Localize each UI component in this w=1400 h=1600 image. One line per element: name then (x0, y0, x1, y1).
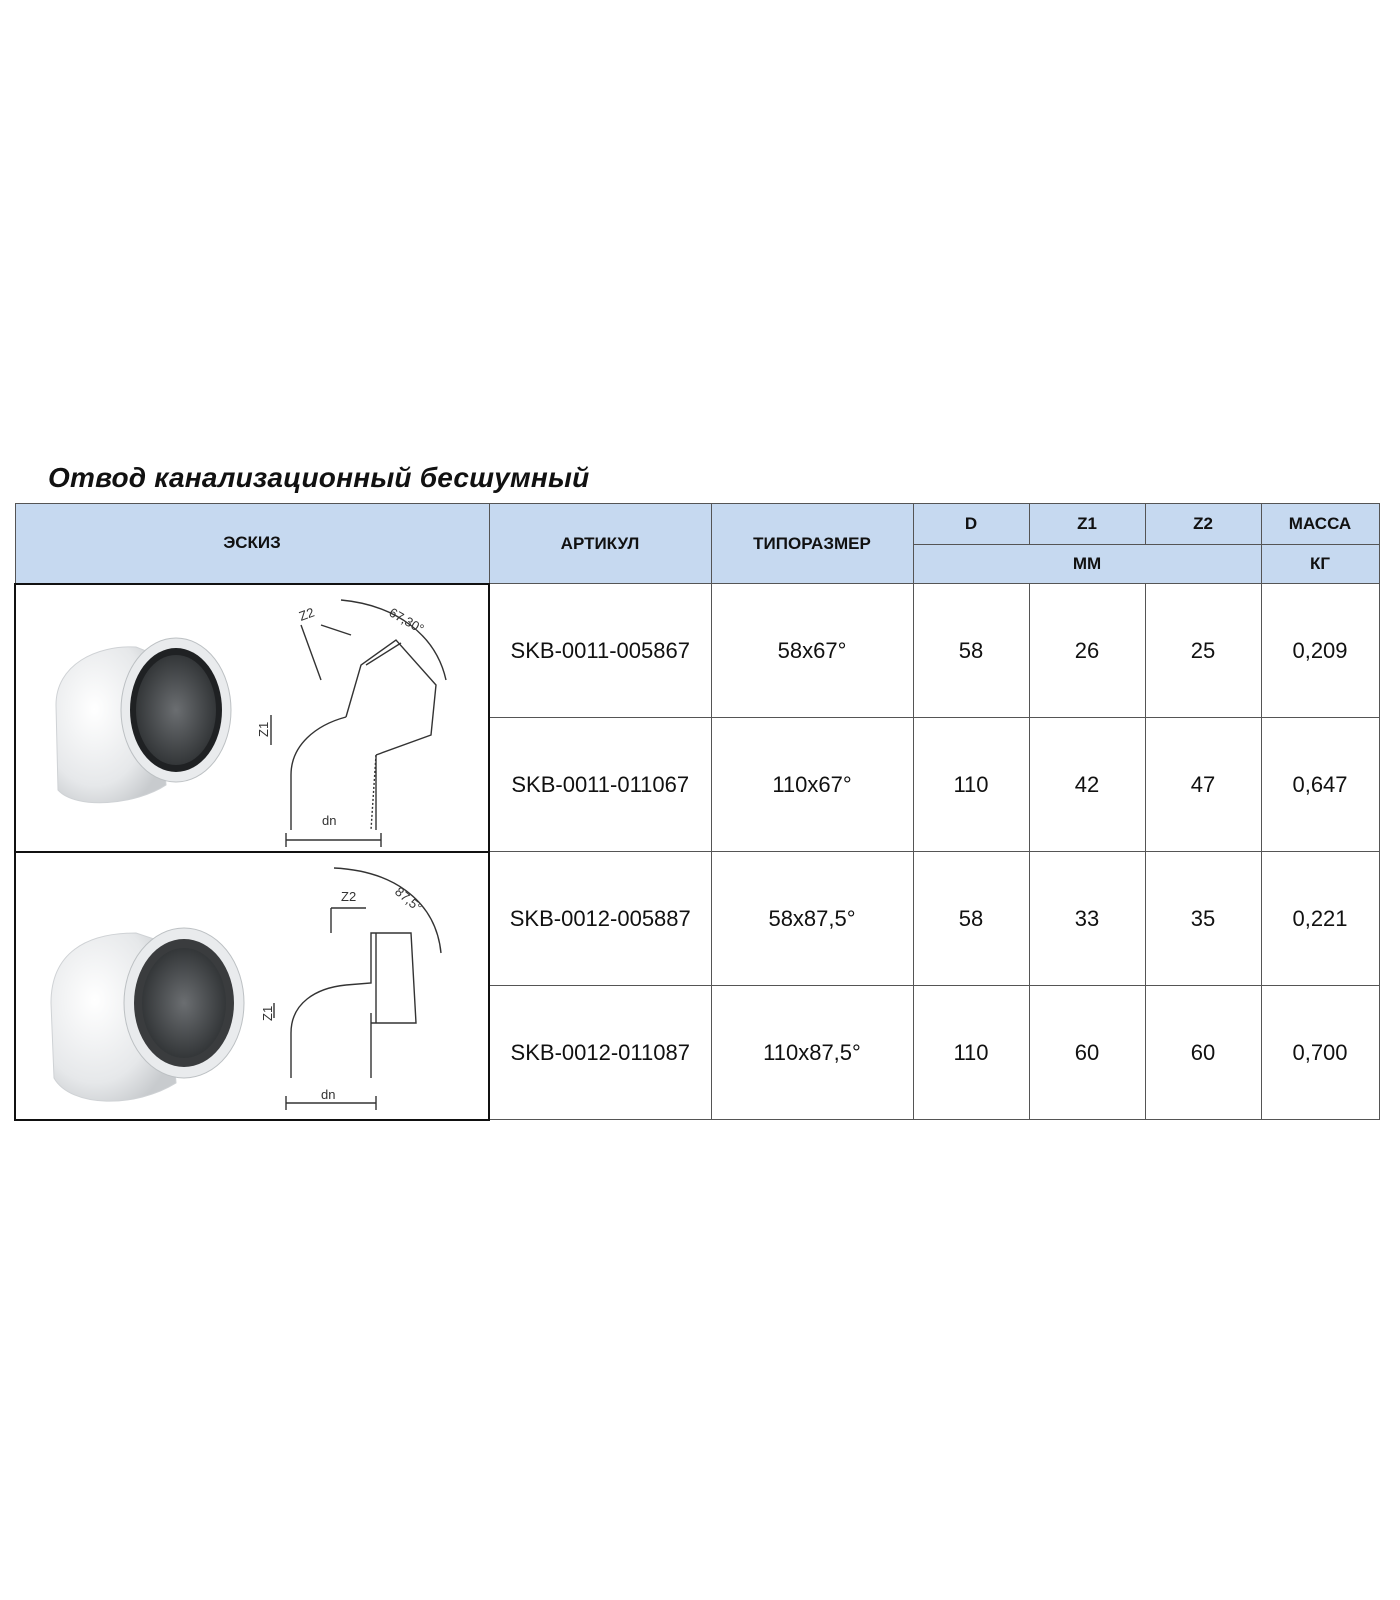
drawing-angle-label: 87,5° (392, 883, 426, 915)
cell-z1: 42 (1029, 718, 1145, 852)
cell-mass: 0,647 (1261, 718, 1379, 852)
col-header-size: ТИПОРАЗМЕР (711, 504, 913, 584)
cell-d: 110 (913, 986, 1029, 1120)
drawing-z2-label: Z2 (296, 604, 317, 624)
cell-d: 110 (913, 718, 1029, 852)
cell-z1: 60 (1029, 986, 1145, 1120)
col-header-d: D (913, 504, 1029, 545)
table-row (15, 852, 1379, 986)
col-header-z2: Z2 (1145, 504, 1261, 545)
cell-d: 58 (913, 852, 1029, 986)
elbow-67-illustration (16, 585, 490, 851)
cell-article: SKB-0011-011067 (489, 718, 711, 852)
cell-size: 110x67° (711, 718, 913, 852)
cell-article: SKB-0012-011087 (489, 986, 711, 1120)
cell-mass: 0,700 (1261, 986, 1379, 1120)
table-row (15, 584, 1379, 718)
elbow-67-drawing (271, 600, 446, 847)
elbow-photo (51, 928, 244, 1101)
cell-mass: 0,221 (1261, 852, 1379, 986)
col-header-sketch: ЭСКИЗ (15, 504, 489, 584)
elbow-87-5-illustration (16, 853, 490, 1119)
drawing-z1-label: Z1 (260, 1005, 275, 1021)
col-header-mass: МАССА (1261, 504, 1379, 545)
cell-article: SKB-0012-005887 (489, 852, 711, 986)
cell-z2: 35 (1145, 852, 1261, 986)
cell-z1: 26 (1029, 584, 1145, 718)
col-header-z1: Z1 (1029, 504, 1145, 545)
col-header-article: АРТИКУЛ (489, 504, 711, 584)
spec-table (14, 503, 1380, 1121)
drawing-z1-label: Z1 (256, 721, 271, 737)
sketch-cell-87-5 (15, 852, 489, 1120)
cell-size: 58x67° (711, 584, 913, 718)
cell-z2: 60 (1145, 986, 1261, 1120)
cell-d: 58 (913, 584, 1029, 718)
drawing-dn-label: dn (321, 1086, 336, 1102)
cell-size: 110x87,5° (711, 986, 913, 1120)
page-title: Отвод канализационный бесшумный (48, 462, 590, 493)
cell-z1: 33 (1029, 852, 1145, 986)
cell-size: 58x87,5° (711, 852, 913, 986)
cell-z2: 47 (1145, 718, 1261, 852)
cell-article: SKB-0011-005867 (489, 584, 711, 718)
unit-kg: КГ (1261, 545, 1379, 584)
drawing-angle-label: 67,30° (386, 604, 427, 636)
elbow-photo (56, 638, 231, 803)
drawing-dn-label: dn (322, 812, 337, 828)
sketch-cell-67 (15, 584, 489, 852)
unit-mm: ММ (913, 545, 1261, 584)
drawing-z2-label: Z2 (341, 888, 357, 904)
cell-z2: 25 (1145, 584, 1261, 718)
cell-mass: 0,209 (1261, 584, 1379, 718)
